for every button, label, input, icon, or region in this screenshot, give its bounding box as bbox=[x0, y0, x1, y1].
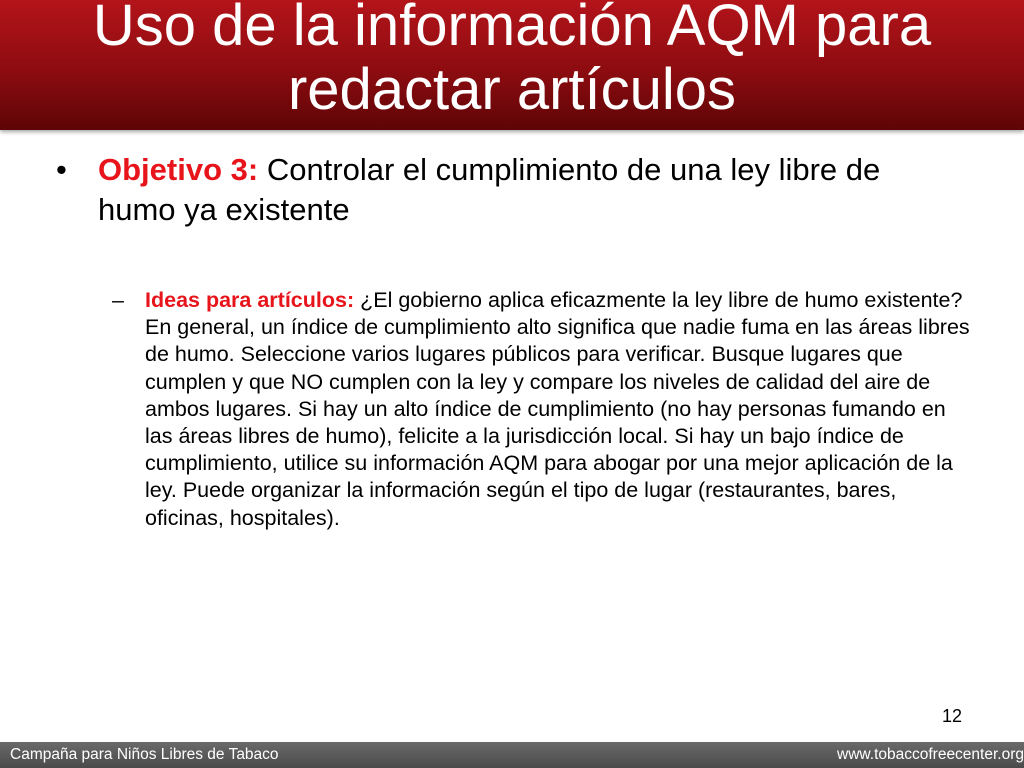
slide-title: Uso de la información AQM para redactar artículos bbox=[92, 0, 932, 122]
sub-bullet-ideas-body bbox=[145, 287, 972, 532]
footer-bar bbox=[0, 742, 1024, 768]
ideas-label: Ideas para artículos: bbox=[145, 288, 355, 312]
sub-bullet-marker: – bbox=[112, 288, 124, 312]
bullet-objective bbox=[56, 150, 956, 230]
page-number: 12 bbox=[941, 706, 962, 726]
bullet-objective-body bbox=[98, 150, 956, 230]
objective-text: Controlar el cumplimiento de una ley libre de humo ya existente bbox=[98, 152, 881, 227]
sub-bullet-ideas bbox=[112, 287, 972, 532]
bullet-marker: • bbox=[56, 152, 67, 187]
title-bar bbox=[0, 0, 1024, 130]
ideas-text: ¿El gobierno aplica eficazmente la ley libre de humo existente? En general, un índice de cumplimiento alto significa que nadie fuma en las áreas libres de humo. Seleccione varios lugares públicos para verificar. Busque lugares que cumplen y que NO cumplen con la ley y compare los niveles de calidad del aire de ambos lugares. Si hay un alto índice de cumplimiento (no hay personas fumando en las áreas libres de humo), felicite a la jurisdicción local. Si hay un bajo índice de cumplimiento, utilice su información AQM para abogar por una mejor aplicación de la ley. Puede organizar la información según el tipo de lugar (restaurantes, bares, oficinas, hospitales). bbox=[145, 288, 970, 530]
objective-label: Objetivo 3: bbox=[98, 152, 259, 187]
footer-website: www.tobaccofreecenter.org bbox=[837, 746, 1024, 763]
footer-campaign-name: Campaña para Niños Libres de Tabaco bbox=[10, 746, 279, 763]
